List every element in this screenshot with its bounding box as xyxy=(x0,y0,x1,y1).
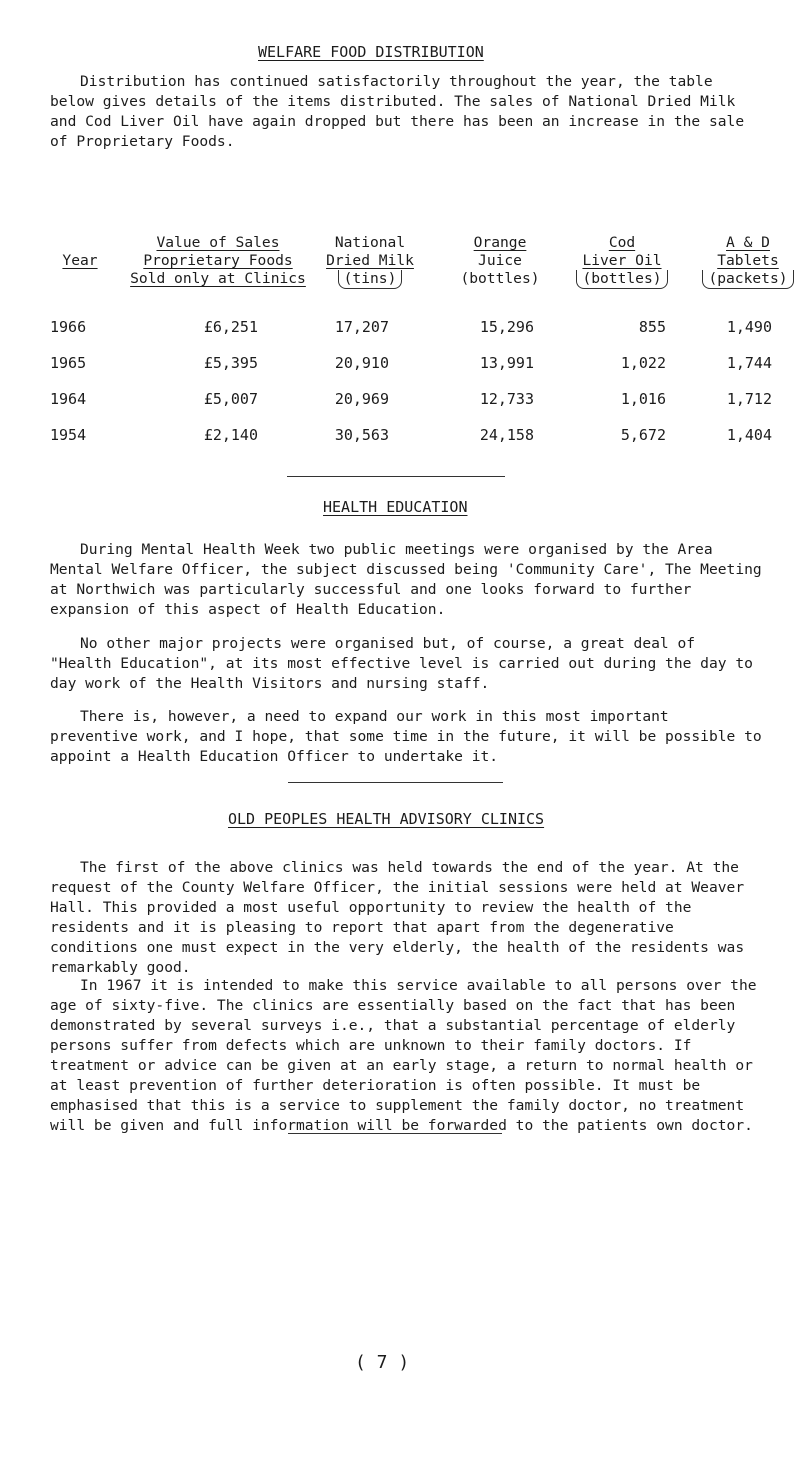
table-row xyxy=(50,426,772,462)
header-ad xyxy=(698,234,798,289)
header-sales-l1: Value of Sales xyxy=(156,234,280,251)
cell-sales: £6,251 xyxy=(203,318,258,336)
header-cod-l3: (bottles) xyxy=(576,270,667,289)
header-milk-l3: (tins) xyxy=(338,270,403,289)
welfare-heading: WELFARE FOOD DISTRIBUTION xyxy=(258,43,484,61)
cell-sales: £5,395 xyxy=(203,354,258,372)
header-cod-l1: Cod xyxy=(608,234,636,251)
cell-milk: 20,969 xyxy=(334,390,389,408)
welfare-food-table xyxy=(50,318,772,462)
cell-sales: £5,007 xyxy=(203,390,258,408)
cell-year: 1965 xyxy=(50,354,87,372)
table-row xyxy=(50,318,772,354)
cell-year: 1964 xyxy=(50,390,87,408)
cell-year: 1954 xyxy=(50,426,87,444)
clinics-heading: OLD PEOPLES HEALTH ADVISORY CLINICS xyxy=(228,810,545,828)
header-year xyxy=(50,234,110,270)
section-divider xyxy=(288,782,503,783)
cell-ad-tablets: 1,490 xyxy=(726,318,772,336)
cell-ad-tablets: 1,744 xyxy=(726,354,772,372)
table-row xyxy=(50,354,772,390)
cell-orange-juice: 24,158 xyxy=(479,426,534,444)
cell-year: 1966 xyxy=(50,318,87,336)
header-oj-l1: Orange xyxy=(473,234,527,251)
page-number: ( 7 ) xyxy=(355,1352,410,1373)
section-divider xyxy=(288,1133,502,1134)
clinics-paragraph-2: In 1967 it is intended to make this service available to all persons over the age of sixty-five. The clinics are essentially based on the fact that has been demonstrated by several surveys i.e., that a substantial percentage of elderly persons suffer from defects which are unknown to their family doctors. If treatment or advice can be given at an early stage, a return to normal health or at least prevention of further deterioration is often possible. It must be emphasised that this is a service to supplement the family doctor, no treatment will be given and full information will be forwarded to the patients own doctor. xyxy=(50,977,757,1134)
cell-cod-liver-oil: 1,022 xyxy=(620,354,666,372)
clinics-paragraph-1: The first of the above clinics was held towards the end of the year. At the request of the County Welfare Officer, the initial sessions were held at Weaver Hall. This provided a most useful opportunity to review the health of the residents and it is pleasing to report that apart from the degenerative conditions one must expect in the very elderly, the health of the residents was remarkably good. xyxy=(50,859,745,976)
welfare-intro: Distribution has continued satisfactorily throughout the year, the table below gives details of the items distributed. The sales of National Dried Milk and Cod Liver Oil have again dropped but there has been an increase in the sale of Proprietary Foods. xyxy=(50,73,745,150)
header-ad-l1: A & D xyxy=(726,234,770,251)
section-divider xyxy=(287,476,505,477)
health-paragraph-1: During Mental Health Week two public meetings were organised by the Area Mental Welfare Officer, the subject discussed being 'Community Care', The Meeting at Northwich was particularly successful and one looks forward to further expansion of this aspect of Health Education. xyxy=(50,541,762,618)
header-cod-l2: Liver Oil xyxy=(582,252,662,269)
cell-orange-juice: 12,733 xyxy=(479,390,534,408)
cell-sales: £2,140 xyxy=(203,426,258,444)
header-oj-l2: Juice xyxy=(478,252,522,269)
header-milk-l2: Dried Milk xyxy=(326,252,414,269)
cell-orange-juice: 15,296 xyxy=(479,318,534,336)
header-milk-l1: National xyxy=(334,234,406,251)
cell-milk: 17,207 xyxy=(334,318,389,336)
cell-milk: 30,563 xyxy=(334,426,389,444)
health-paragraph-2: No other major projects were organised but, of course, a great deal of "Health Education", at its most effective level is carried out during the day to day work of the Health Visitors and nursing staff. xyxy=(50,635,753,692)
header-sales-l3: Sold only at Clinics xyxy=(130,270,306,287)
table-row xyxy=(50,390,772,426)
header-oj xyxy=(450,234,550,288)
header-year-label: Year xyxy=(62,252,98,269)
health-paragraph-3: There is, however, a need to expand our work in this most important preventive work, and I hope, that some time in the future, it will be possible to appoint a Health Education Officer to undertake it. xyxy=(50,708,762,765)
health-heading: HEALTH EDUCATION xyxy=(323,498,468,516)
header-ad-l2: Tablets xyxy=(717,252,779,269)
cell-cod-liver-oil: 5,672 xyxy=(620,426,666,444)
header-sales xyxy=(118,234,318,288)
header-cod xyxy=(562,234,682,289)
cell-ad-tablets: 1,404 xyxy=(726,426,772,444)
cell-orange-juice: 13,991 xyxy=(479,354,534,372)
cell-milk: 20,910 xyxy=(334,354,389,372)
header-ad-l3: (packets) xyxy=(702,270,793,289)
header-milk xyxy=(310,234,430,289)
cell-cod-liver-oil: 855 xyxy=(638,318,666,336)
cell-cod-liver-oil: 1,016 xyxy=(620,390,666,408)
header-oj-l3: (bottles) xyxy=(460,270,540,287)
header-sales-l2: Proprietary Foods xyxy=(143,252,293,269)
cell-ad-tablets: 1,712 xyxy=(726,390,772,408)
